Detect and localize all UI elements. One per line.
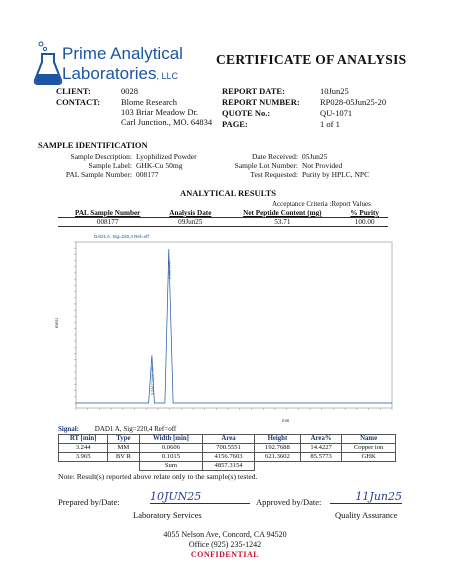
- chromatogram-channel-label: DAD1 A, Sig=220,4 Ref=off: [94, 234, 149, 239]
- peak-cell: 14.4227: [301, 444, 342, 453]
- peak-cell: 4156.7603: [203, 453, 254, 462]
- sample-heading: SAMPLE IDENTIFICATION: [38, 140, 148, 150]
- report-date-label: REPORT DATE:: [222, 86, 285, 96]
- company-name-line1: Prime Analytical: [62, 44, 183, 63]
- lot-value: Not Provided: [302, 161, 343, 170]
- quote-value: QU-1071: [320, 108, 353, 118]
- sample-left: [38, 152, 228, 186]
- contact-name: Blome Research: [121, 97, 177, 107]
- test-value: Purity by HPLC, NPC: [302, 170, 370, 179]
- results-row: [58, 218, 388, 227]
- footer-phone: Office (925) 235-1242: [188, 540, 262, 549]
- peak-row: [59, 453, 396, 462]
- peak-cell: 85.5773: [301, 453, 342, 462]
- prepared-by-label: Prepared by/Date:: [58, 497, 120, 507]
- sample-label-value: GHK-Cu 50mg: [136, 161, 183, 170]
- results-header-cell: Analysis Date: [169, 209, 212, 217]
- peak-cell: [108, 462, 139, 471]
- peak-cell: [301, 462, 342, 471]
- company-name-text: Laboratories: [62, 64, 157, 83]
- page-value: 1 of 1: [320, 119, 340, 129]
- pal-number-value: 008177: [136, 170, 159, 179]
- peak-cell: [59, 462, 108, 471]
- approved-by-label: Approved by/Date:: [256, 497, 322, 507]
- report-date-value: 10Jun25: [320, 86, 349, 96]
- results-cell: 53.71: [274, 218, 291, 226]
- peak-cell: [254, 462, 300, 471]
- results-cell: 100.00: [354, 218, 375, 226]
- report-number-value: RP028-05Jun25-20: [320, 97, 387, 107]
- results-note: Note: Result(s) reported above relate only to the sample(s) tested.: [58, 472, 258, 481]
- quote-label: QUOTE No.:: [222, 108, 271, 118]
- approved-department: Quality Assurance: [335, 510, 398, 520]
- analytical-heading: ANALYTICAL RESULTS: [180, 188, 276, 198]
- results-table: [58, 209, 388, 227]
- document-title: CERTIFICATE OF ANALYSIS: [216, 52, 407, 67]
- peak-sum-row: [59, 462, 396, 471]
- page-label: PAGE:: [222, 119, 248, 129]
- chromatogram-x-unit: min: [282, 418, 290, 423]
- peak-label-ghk: 3.965 GHK: [167, 261, 172, 279]
- peak-cell: 3.244: [59, 444, 108, 453]
- peak-cell: [342, 462, 396, 471]
- peak-table: [58, 434, 396, 471]
- peak-header-cell: Height: [254, 435, 300, 444]
- approved-signature: 11Jun25: [330, 490, 402, 504]
- confidential-label: CONFIDENTIAL: [190, 550, 260, 559]
- peak-header-cell: Type: [108, 435, 139, 444]
- peak-cell: 192.7688: [254, 444, 300, 453]
- results-cell: 09Jun25: [178, 218, 203, 226]
- peak-cell: 700.5551: [203, 444, 254, 453]
- peak-cell: 3.965: [59, 453, 108, 462]
- test-label: Test Requested:: [250, 170, 298, 179]
- plot-frame: [76, 242, 392, 408]
- contact-address-1: 103 Briar Meadow Dr.: [121, 107, 198, 117]
- peak-cell: 0.0606: [139, 444, 203, 453]
- peak-cell: MM: [108, 444, 139, 453]
- results-header-cell: % Purity: [350, 209, 379, 217]
- peak-header-cell: Area: [203, 435, 254, 444]
- results-header-cell: Net Peptide Content (mg): [243, 209, 322, 217]
- company-name-line2: [62, 64, 178, 84]
- peak-sum-value: 4857.3154: [203, 462, 254, 471]
- footer-address: 4055 Nelson Ave, Concord, CA 94520: [163, 530, 287, 539]
- chromatogram-y-unit: mAU: [54, 318, 59, 328]
- peak-cell: 0.1015: [139, 453, 203, 462]
- acceptance-criteria: Acceptance Criteria :Report Values: [272, 200, 371, 208]
- company-logo: [32, 40, 192, 90]
- prepared-signature: 10JUN25: [150, 490, 250, 504]
- received-value: 05Jun25: [302, 152, 328, 161]
- peak-sum-label: Sum: [139, 462, 203, 471]
- results-header-cell: PAL Sample Number: [74, 209, 141, 217]
- peak-header-cell: Area%: [301, 435, 342, 444]
- peak-cell: Copper ion: [342, 444, 396, 453]
- peak-cell: GHK: [342, 453, 396, 462]
- chromatogram: [52, 232, 394, 424]
- client-value: 0028: [121, 86, 138, 96]
- peak-row: [59, 444, 396, 453]
- signal-line: [58, 425, 176, 433]
- chromatogram-trace: [76, 249, 392, 403]
- client-label: CLIENT:: [56, 86, 91, 96]
- peak-header-cell: Name: [342, 435, 396, 444]
- report-number-label: REPORT NUMBER:: [222, 97, 300, 107]
- received-label: Date Received:: [251, 152, 298, 161]
- company-suffix: , LLC: [156, 71, 179, 81]
- peak-cell: BV R: [108, 453, 139, 462]
- results-cell: 008177: [96, 218, 119, 226]
- peak-label-copper-ion: 3.244 Copper ion: [150, 367, 155, 395]
- peak-header-cell: Width [min]: [139, 435, 203, 444]
- contact-address-2: Carl Junction., MO. 64834: [121, 117, 213, 127]
- sample-desc-value: Lyophilized Powder: [136, 152, 197, 161]
- lot-label: Sample Lot Number:: [234, 161, 298, 170]
- axis-ticks: [74, 242, 392, 410]
- results-header-row: [58, 209, 388, 218]
- pal-number-label: PAL Sample Number:: [65, 170, 132, 179]
- peak-table-header: [59, 435, 396, 444]
- sample-right: [224, 152, 424, 186]
- peak-header-cell: RT [min]: [59, 435, 108, 444]
- sample-desc-label: Sample Description:: [70, 152, 132, 161]
- contact-label: CONTACT:: [56, 97, 101, 107]
- signal-value: DAD1 A, Sig=220,4 Ref=off: [94, 425, 177, 433]
- peak-cell: 621.3602: [254, 453, 300, 462]
- prepared-department: Laboratory Services: [133, 510, 202, 520]
- sample-label-label: Sample Label:: [88, 161, 132, 170]
- flask-icon: [32, 40, 64, 86]
- signal-label: Signal:: [58, 425, 80, 433]
